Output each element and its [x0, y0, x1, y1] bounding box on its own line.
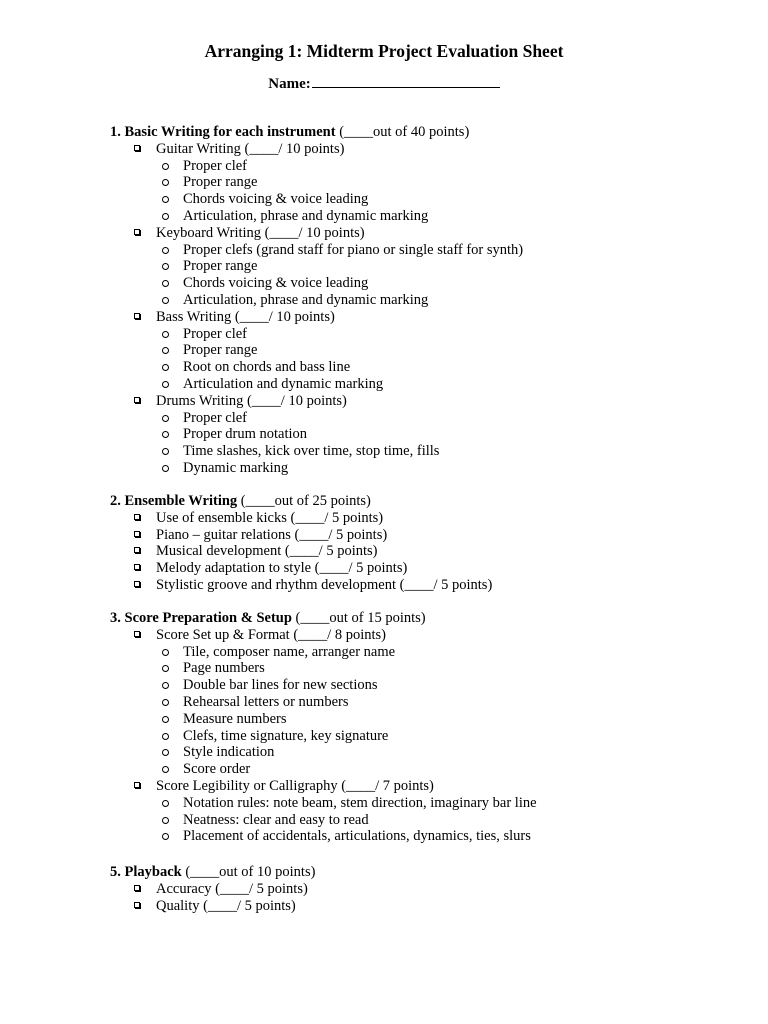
section-heading-title: 2. Ensemble Writing [110, 493, 238, 509]
checklist-point-text: Chords voicing & voice leading [183, 191, 369, 208]
checklist-point-text: Proper clef [183, 157, 248, 174]
square-bullet-icon [134, 514, 140, 520]
square-bullet-icon [134, 229, 140, 235]
checklist-point-text: Articulation and dynamic marking [183, 375, 384, 392]
circle-bullet-icon [162, 247, 169, 254]
criterion-item [110, 560, 750, 577]
checklist-point [110, 460, 750, 477]
checklist-point [110, 158, 750, 175]
criterion-item [110, 225, 750, 242]
criterion-label: Quality (____/ 5 points) [156, 897, 296, 914]
criterion-label: Score Legibility or Calligraphy (____/ 7 points) [156, 777, 434, 794]
criterion-item [110, 510, 750, 527]
checklist-point [110, 410, 750, 427]
circle-bullet-icon [162, 448, 169, 455]
checklist-point [110, 326, 750, 343]
section-heading [110, 493, 750, 510]
square-bullet-icon [134, 547, 140, 553]
circle-bullet-icon [162, 699, 169, 706]
square-bullet-icon [134, 631, 140, 637]
checklist-point-text: Tile, composer name, arranger name [183, 643, 396, 660]
square-bullet-icon [134, 313, 140, 319]
checklist-point-text: Time slashes, kick over time, stop time, fills [183, 443, 440, 460]
checklist-point-text: Proper range [183, 258, 258, 275]
checklist-point-text: Neatness: clear and easy to read [183, 811, 369, 828]
circle-bullet-icon [162, 465, 169, 472]
checklist-point [110, 677, 750, 694]
checklist-point [110, 694, 750, 711]
criterion-label: Use of ensemble kicks (____/ 5 points) [156, 509, 384, 526]
checklist-point [110, 828, 750, 845]
checklist-point [110, 426, 750, 443]
criterion-item [110, 898, 750, 915]
circle-bullet-icon [162, 415, 169, 422]
checklist-point [110, 242, 750, 259]
checklist-point [110, 174, 750, 191]
section-3 [110, 610, 750, 845]
section-heading-score: (____out of 15 points) [291, 610, 426, 626]
square-bullet-icon [134, 564, 140, 570]
criterion-item [110, 309, 750, 326]
section-heading [110, 610, 750, 627]
checklist-point-text: Rehearsal letters or numbers [183, 693, 349, 710]
criterion-item [110, 577, 750, 594]
criterion-label: Melody adaptation to style (____/ 5 points) [156, 560, 408, 577]
checklist-point-text: Root on chords and bass line [183, 359, 351, 376]
circle-bullet-icon [162, 766, 169, 773]
circle-bullet-icon [162, 163, 169, 170]
checklist-point [110, 376, 750, 393]
circle-bullet-icon [162, 649, 169, 656]
criterion-item [110, 627, 750, 644]
checklist-point [110, 275, 750, 292]
section-heading-score: (____out of 10 points) [181, 864, 316, 880]
checklist-point-text: Chords voicing & voice leading [183, 275, 369, 292]
checklist-point [110, 342, 750, 359]
checklist-point [110, 292, 750, 309]
circle-bullet-icon [162, 297, 169, 304]
square-bullet-icon [134, 902, 140, 908]
checklist-point [110, 208, 750, 225]
square-bullet-icon [134, 581, 140, 587]
circle-bullet-icon [162, 364, 169, 371]
circle-bullet-icon [162, 800, 169, 807]
criterion-item [110, 543, 750, 560]
checklist-point [110, 644, 750, 661]
square-bullet-icon [134, 145, 140, 151]
checklist-point [110, 728, 750, 745]
criterion-item [110, 393, 750, 410]
checklist-point-text: Notation rules: note beam, stem direction, imaginary bar line [183, 794, 537, 811]
circle-bullet-icon [162, 263, 169, 270]
criterion-label: Keyboard Writing (____/ 10 points) [156, 224, 365, 241]
circle-bullet-icon [162, 196, 169, 203]
section-heading-score: (____out of 40 points) [335, 124, 470, 140]
name-blank-line [312, 73, 500, 88]
checklist-point-text: Style indication [183, 744, 275, 761]
square-bullet-icon [134, 885, 140, 891]
section-heading [110, 864, 750, 881]
checklist-point [110, 812, 750, 829]
criterion-label: Drums Writing (____/ 10 points) [156, 392, 347, 409]
name-field [0, 73, 768, 94]
criterion-label: Accuracy (____/ 5 points) [156, 880, 308, 897]
checklist-point-text: Dynamic marking [183, 459, 289, 476]
name-label: Name: [268, 76, 311, 92]
criterion-item [110, 527, 750, 544]
criterion-item [110, 778, 750, 795]
checklist-point [110, 711, 750, 728]
circle-bullet-icon [162, 431, 169, 438]
section-heading [110, 124, 750, 141]
checklist-point-text: Page numbers [183, 660, 265, 677]
checklist-point-text: Proper clef [183, 325, 248, 342]
circle-bullet-icon [162, 682, 169, 689]
criterion-label: Musical development (____/ 5 points) [156, 543, 378, 560]
checklist-point [110, 443, 750, 460]
section-heading-title: 5. Playback [110, 864, 182, 880]
section-1 [110, 124, 750, 477]
checklist-point [110, 359, 750, 376]
checklist-point [110, 761, 750, 778]
circle-bullet-icon [162, 347, 169, 354]
checklist-point-text: Articulation, phrase and dynamic marking [183, 207, 429, 224]
criterion-label: Piano – guitar relations (____/ 5 points) [156, 526, 388, 543]
circle-bullet-icon [162, 749, 169, 756]
section-heading-score: (____out of 25 points) [237, 493, 371, 509]
criterion-item [110, 881, 750, 898]
circle-bullet-icon [162, 833, 169, 840]
criterion-label: Score Set up & Format (____/ 8 points) [156, 626, 386, 643]
checklist-point-text: Proper drum notation [183, 426, 308, 443]
criterion-item [110, 141, 750, 158]
circle-bullet-icon [162, 213, 169, 220]
circle-bullet-icon [162, 716, 169, 723]
checklist-point-text: Articulation, phrase and dynamic marking [183, 291, 429, 308]
checklist-point-text: Proper clef [183, 409, 248, 426]
checklist-point-text: Double bar lines for new sections [183, 677, 378, 694]
square-bullet-icon [134, 397, 140, 403]
checklist-point-text: Measure numbers [183, 710, 287, 727]
circle-bullet-icon [162, 817, 169, 824]
checklist-point-text: Clefs, time signature, key signature [183, 727, 389, 744]
checklist-point-text: Proper range [183, 342, 258, 359]
checklist-point [110, 660, 750, 677]
checklist-point-text: Score order [183, 761, 251, 778]
checklist-point-text: Proper clefs (grand staff for piano or single staff for synth) [183, 241, 524, 258]
section-heading-title: 1. Basic Writing for each instrument [110, 124, 336, 140]
circle-bullet-icon [162, 733, 169, 740]
checklist-point [110, 191, 750, 208]
criterion-label: Bass Writing (____/ 10 points) [156, 308, 335, 325]
circle-bullet-icon [162, 665, 169, 672]
section-4 [110, 864, 750, 914]
circle-bullet-icon [162, 331, 169, 338]
checklist-point-text: Placement of accidentals, articulations, dynamics, ties, slurs [183, 828, 531, 845]
section-heading-title: 3. Score Preparation & Setup [110, 610, 292, 626]
circle-bullet-icon [162, 179, 169, 186]
square-bullet-icon [134, 782, 140, 788]
checklist-point [110, 744, 750, 761]
square-bullet-icon [134, 531, 140, 537]
circle-bullet-icon [162, 381, 169, 388]
criterion-label: Stylistic groove and rhythm development (____/ 5 points) [156, 576, 493, 593]
checklist-point [110, 795, 750, 812]
criterion-label: Guitar Writing (____/ 10 points) [156, 140, 345, 157]
checklist-point [110, 258, 750, 275]
checklist-point-text: Proper range [183, 174, 258, 191]
page-title: Arranging 1: Midterm Project Evaluation Sheet [204, 41, 564, 61]
circle-bullet-icon [162, 280, 169, 287]
section-2 [110, 493, 750, 594]
